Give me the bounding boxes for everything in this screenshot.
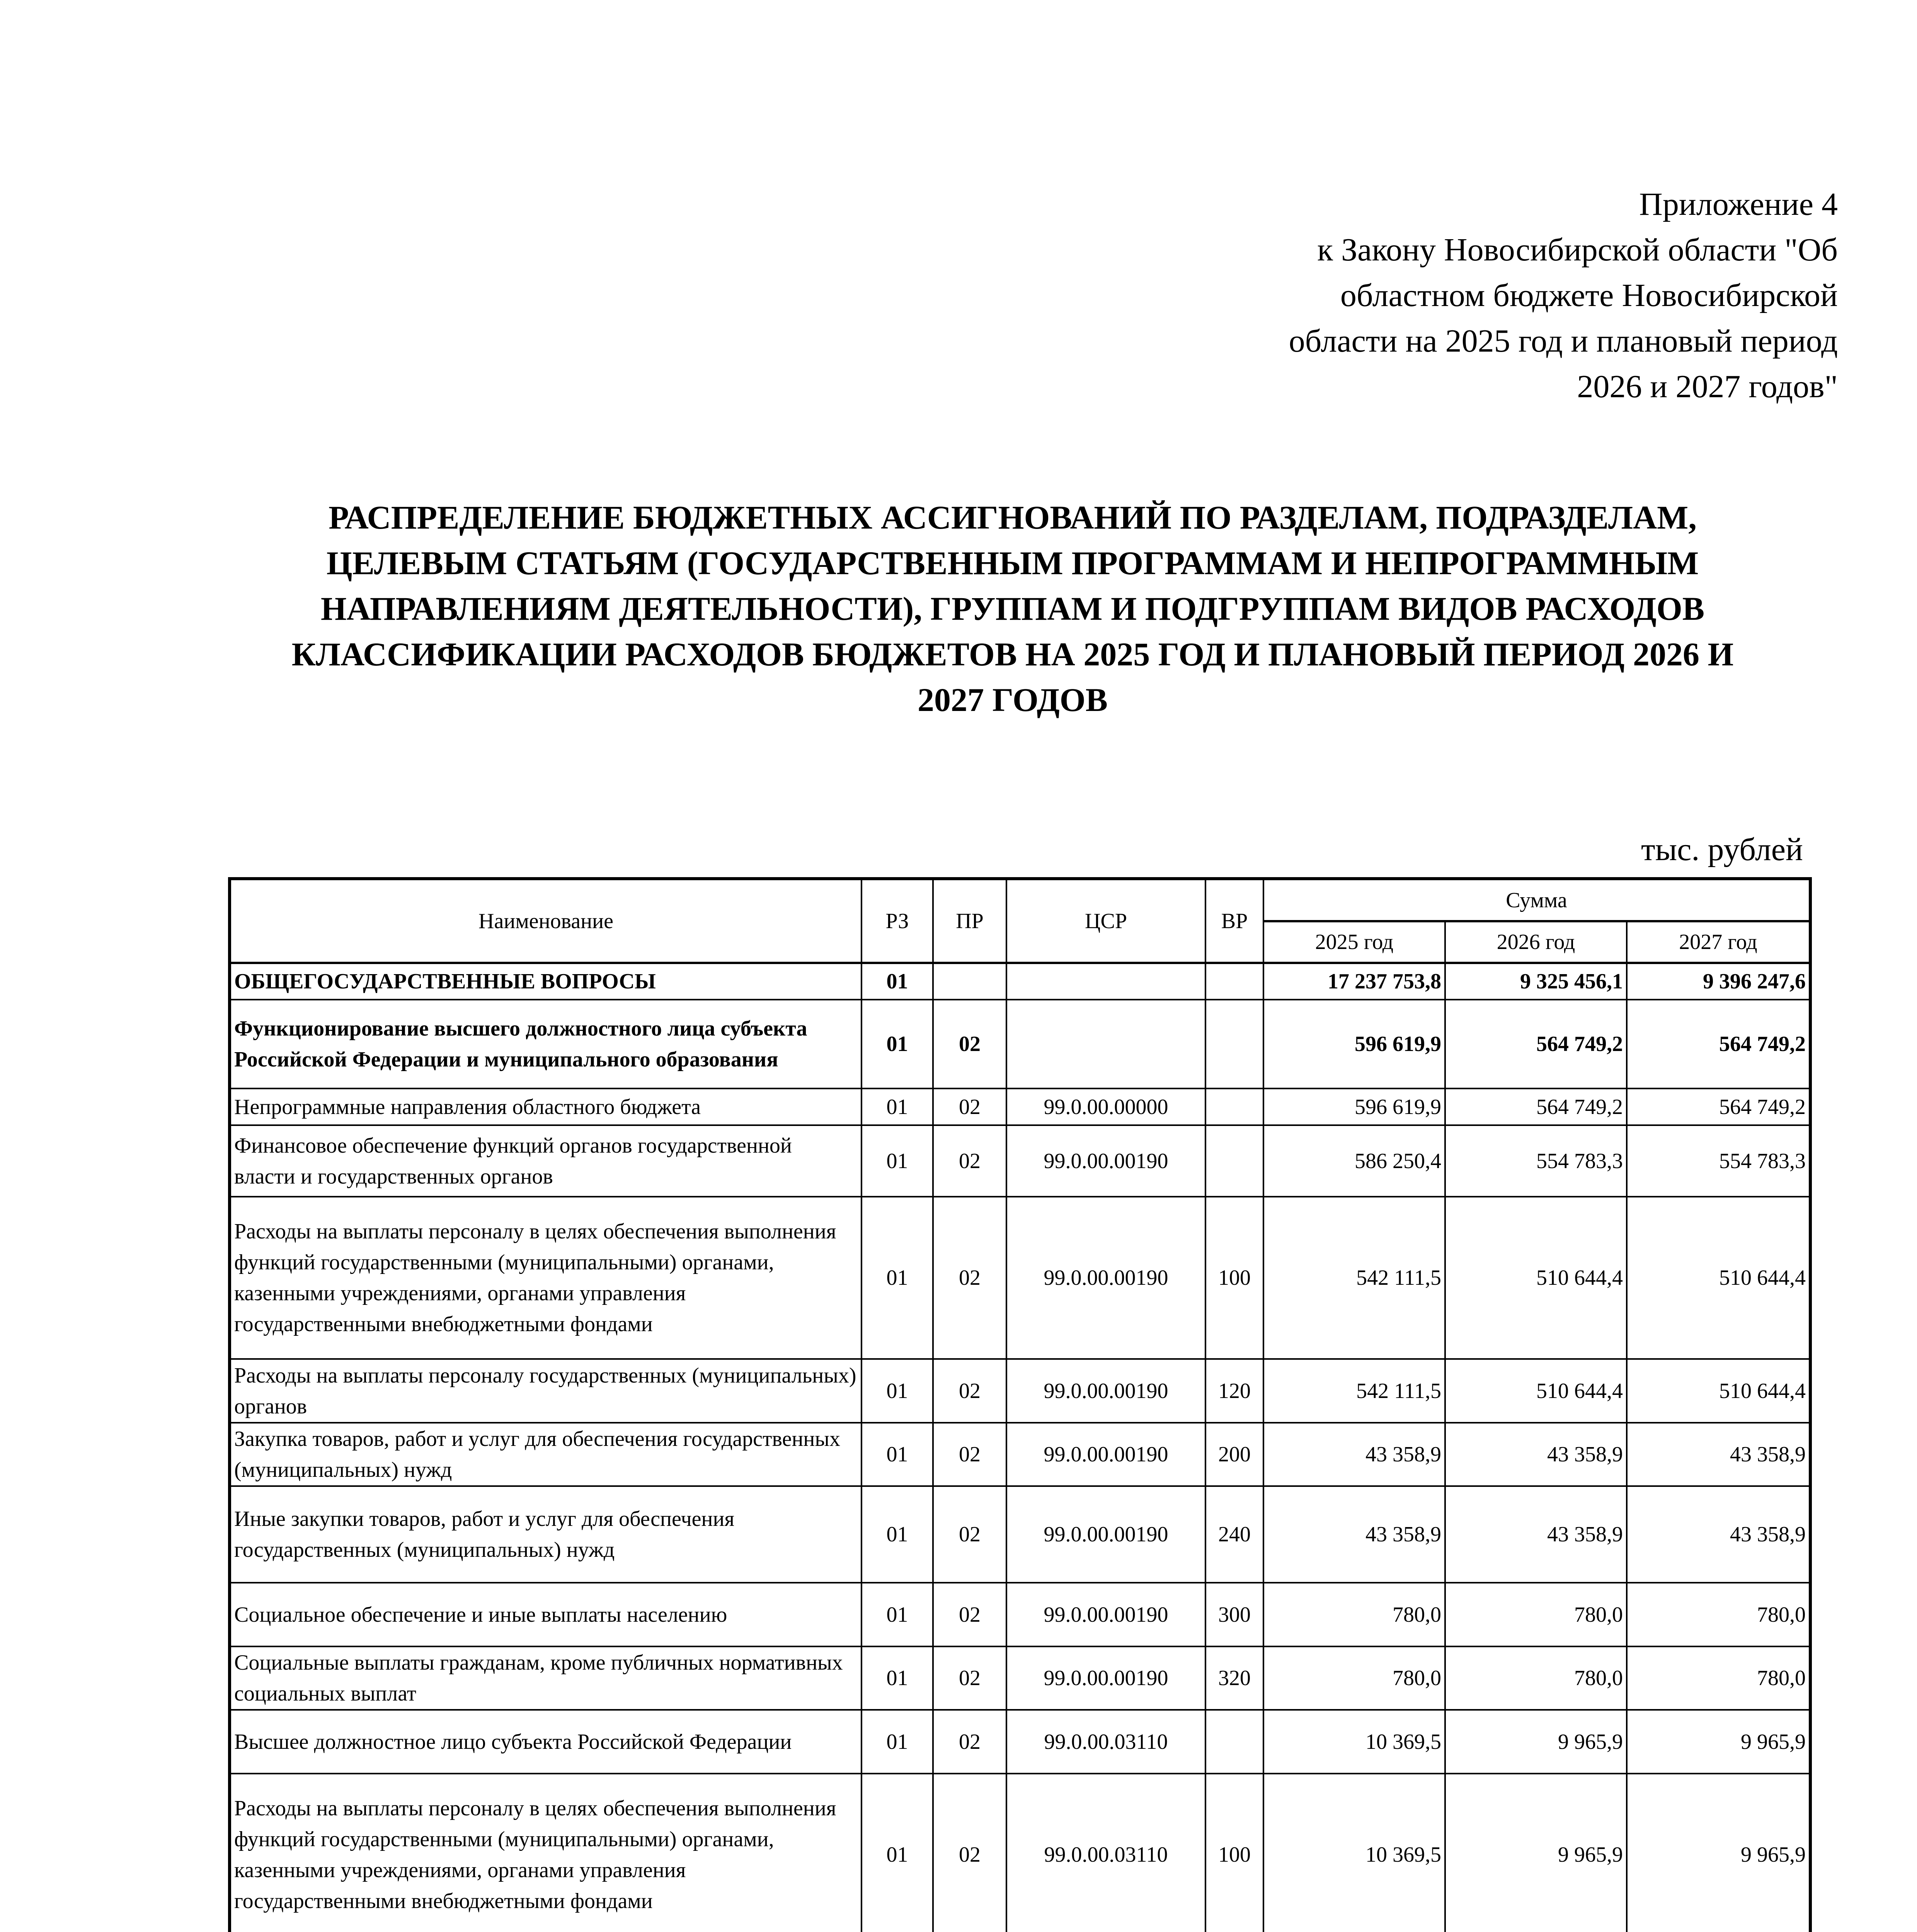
row-pr: 02 [933, 1359, 1006, 1423]
header-vr: ВР [1205, 879, 1263, 963]
row-amount-2025: 43 358,9 [1263, 1423, 1445, 1486]
row-name: Иные закупки товаров, работ и услуг для обеспечения государственных (муниципальных) нужд [230, 1486, 861, 1583]
row-amount-2027: 9 396 247,6 [1627, 963, 1810, 1000]
units-label: тыс. рублей [1641, 832, 1803, 867]
row-vr: 320 [1205, 1646, 1263, 1710]
table-row [230, 1774, 1810, 1932]
row-pr: 02 [933, 1125, 1006, 1197]
row-amount-2026: 564 749,2 [1445, 1000, 1627, 1088]
table-row [230, 1423, 1810, 1486]
table-row [230, 1000, 1810, 1088]
row-amount-2027: 43 358,9 [1627, 1486, 1810, 1583]
appendix-header [1142, 182, 1838, 410]
header-year-2027: 2027 год [1627, 921, 1810, 963]
row-rz: 01 [861, 1774, 933, 1932]
row-amount-2027: 43 358,9 [1627, 1423, 1810, 1486]
row-name: Высшее должностное лицо субъекта Российской Федерации [230, 1710, 861, 1774]
row-rz: 01 [861, 1197, 933, 1359]
row-amount-2027: 780,0 [1627, 1583, 1810, 1646]
row-amount-2027: 780,0 [1627, 1646, 1810, 1710]
row-pr: 02 [933, 1486, 1006, 1583]
row-amount-2025: 43 358,9 [1263, 1486, 1445, 1583]
row-amount-2026: 9 965,9 [1445, 1710, 1627, 1774]
row-vr [1205, 1125, 1263, 1197]
row-rz: 01 [861, 1710, 933, 1774]
table-row [230, 1197, 1810, 1359]
row-name: Функционирование высшего должностного лица субъекта Российской Федерации и муниципального образования [230, 1000, 861, 1088]
row-pr: 02 [933, 1774, 1006, 1932]
row-amount-2026: 510 644,4 [1445, 1197, 1627, 1359]
row-rz: 01 [861, 1583, 933, 1646]
table-row [230, 1583, 1810, 1646]
row-amount-2025: 596 619,9 [1263, 1000, 1445, 1088]
row-name: Социальное обеспечение и иные выплаты населению [230, 1583, 861, 1646]
row-amount-2027: 554 783,3 [1627, 1125, 1810, 1197]
row-name: Финансовое обеспечение функций органов государственной власти и государственных органов [230, 1125, 861, 1197]
row-csr: 99.0.00.00190 [1006, 1583, 1205, 1646]
row-rz: 01 [861, 1486, 933, 1583]
row-amount-2025: 10 369,5 [1263, 1710, 1445, 1774]
row-csr: 99.0.00.00190 [1006, 1646, 1205, 1710]
title-line: 2027 ГОДОВ [917, 681, 1108, 718]
row-pr: 02 [933, 1000, 1006, 1088]
row-vr [1205, 1088, 1263, 1125]
row-name: Непрограммные направления областного бюджета [230, 1088, 861, 1125]
row-amount-2025: 17 237 753,8 [1263, 963, 1445, 1000]
title-line: ЦЕЛЕВЫМ СТАТЬЯМ (ГОСУДАРСТВЕННЫМ ПРОГРАММАМ И НЕПРОГРАММНЫМ [326, 544, 1699, 582]
document-title [216, 495, 1809, 723]
table-row [230, 1125, 1810, 1197]
row-name: ОБЩЕГОСУДАРСТВЕННЫЕ ВОПРОСЫ [230, 963, 861, 1000]
row-name: Расходы на выплаты персоналу государственных (муниципальных) органов [230, 1359, 861, 1423]
row-csr [1006, 1000, 1205, 1088]
row-amount-2027: 9 965,9 [1627, 1774, 1810, 1932]
row-csr: 99.0.00.00190 [1006, 1423, 1205, 1486]
title-line: РАСПРЕДЕЛЕНИЕ БЮДЖЕТНЫХ АССИГНОВАНИЙ ПО РАЗДЕЛАМ, ПОДРАЗДЕЛАМ, [329, 499, 1697, 536]
header-csr: ЦСР [1006, 879, 1205, 963]
table-row [230, 1646, 1810, 1710]
row-name: Расходы на выплаты персоналу в целях обеспечения выполнения функций государственными (муниципальными) органами, казенными учреждениями, органами управления государственными внебюджетными фондами [230, 1774, 861, 1932]
appendix-line: области на 2025 год и плановый период [1289, 323, 1838, 359]
row-csr: 99.0.00.00190 [1006, 1197, 1205, 1359]
table-row [230, 1088, 1810, 1125]
row-csr: 99.0.00.03110 [1006, 1774, 1205, 1932]
row-rz: 01 [861, 963, 933, 1000]
row-pr: 02 [933, 1197, 1006, 1359]
row-vr [1205, 963, 1263, 1000]
row-name: Закупка товаров, работ и услуг для обеспечения государственных (муниципальных) нужд [230, 1423, 861, 1486]
row-amount-2025: 586 250,4 [1263, 1125, 1445, 1197]
row-pr: 02 [933, 1423, 1006, 1486]
row-amount-2027: 564 749,2 [1627, 1000, 1810, 1088]
row-csr [1006, 963, 1205, 1000]
row-pr [933, 963, 1006, 1000]
row-amount-2026: 780,0 [1445, 1583, 1627, 1646]
row-amount-2025: 780,0 [1263, 1646, 1445, 1710]
row-rz: 01 [861, 1125, 933, 1197]
row-amount-2026: 780,0 [1445, 1646, 1627, 1710]
row-rz: 01 [861, 1359, 933, 1423]
row-amount-2027: 9 965,9 [1627, 1710, 1810, 1774]
budget-table-body [230, 963, 1810, 1932]
row-rz: 01 [861, 1646, 933, 1710]
row-amount-2025: 542 111,5 [1263, 1197, 1445, 1359]
row-amount-2026: 9 325 456,1 [1445, 963, 1627, 1000]
row-amount-2027: 510 644,4 [1627, 1197, 1810, 1359]
budget-table [228, 877, 1812, 1932]
row-amount-2026: 43 358,9 [1445, 1423, 1627, 1486]
appendix-line: к Закону Новосибирской области "Об [1317, 232, 1838, 268]
row-csr: 99.0.00.00190 [1006, 1359, 1205, 1423]
row-amount-2026: 564 749,2 [1445, 1088, 1627, 1125]
row-rz: 01 [861, 1000, 933, 1088]
appendix-line: областном бюджете Новосибирской [1340, 277, 1838, 313]
row-pr: 02 [933, 1710, 1006, 1774]
table-row [230, 1710, 1810, 1774]
row-rz: 01 [861, 1088, 933, 1125]
header-year-2026: 2026 год [1445, 921, 1627, 963]
row-csr: 99.0.00.00000 [1006, 1088, 1205, 1125]
row-amount-2026: 554 783,3 [1445, 1125, 1627, 1197]
header-sum: Сумма [1263, 879, 1810, 921]
row-vr: 120 [1205, 1359, 1263, 1423]
header-rz: РЗ [861, 879, 933, 963]
row-name: Социальные выплаты гражданам, кроме публичных нормативных социальных выплат [230, 1646, 861, 1710]
row-amount-2026: 510 644,4 [1445, 1359, 1627, 1423]
row-vr: 100 [1205, 1774, 1263, 1932]
table-row [230, 963, 1810, 1000]
appendix-line: Приложение 4 [1639, 186, 1838, 222]
row-amount-2026: 43 358,9 [1445, 1486, 1627, 1583]
row-vr: 240 [1205, 1486, 1263, 1583]
row-pr: 02 [933, 1583, 1006, 1646]
row-csr: 99.0.00.00190 [1006, 1486, 1205, 1583]
table-row [230, 1486, 1810, 1583]
row-amount-2025: 596 619,9 [1263, 1088, 1445, 1125]
row-vr: 300 [1205, 1583, 1263, 1646]
header-name: Наименование [230, 879, 861, 963]
title-line: НАПРАВЛЕНИЯМ ДЕЯТЕЛЬНОСТИ), ГРУППАМ И ПОДГРУППАМ ВИДОВ РАСХОДОВ [320, 590, 1705, 627]
row-amount-2027: 564 749,2 [1627, 1088, 1810, 1125]
row-name: Расходы на выплаты персоналу в целях обеспечения выполнения функций государственными (муниципальными) органами, казенными учреждениями, органами управления государственными внебюджетными фондами [230, 1197, 861, 1359]
row-pr: 02 [933, 1646, 1006, 1710]
header-pr: ПР [933, 879, 1006, 963]
row-vr: 100 [1205, 1197, 1263, 1359]
row-amount-2025: 780,0 [1263, 1583, 1445, 1646]
row-vr: 200 [1205, 1423, 1263, 1486]
table-row [230, 1359, 1810, 1423]
row-rz: 01 [861, 1423, 933, 1486]
row-vr [1205, 1000, 1263, 1088]
appendix-line: 2026 и 2027 годов" [1577, 369, 1838, 405]
row-csr: 99.0.00.00190 [1006, 1125, 1205, 1197]
row-csr: 99.0.00.03110 [1006, 1710, 1205, 1774]
title-line: КЛАССИФИКАЦИИ РАСХОДОВ БЮДЖЕТОВ НА 2025 ГОД И ПЛАНОВЫЙ ПЕРИОД 2026 И [291, 636, 1734, 673]
row-pr: 02 [933, 1088, 1006, 1125]
header-year-2025: 2025 год [1263, 921, 1445, 963]
row-vr [1205, 1710, 1263, 1774]
row-amount-2025: 10 369,5 [1263, 1774, 1445, 1932]
row-amount-2027: 510 644,4 [1627, 1359, 1810, 1423]
row-amount-2025: 542 111,5 [1263, 1359, 1445, 1423]
row-amount-2026: 9 965,9 [1445, 1774, 1627, 1932]
